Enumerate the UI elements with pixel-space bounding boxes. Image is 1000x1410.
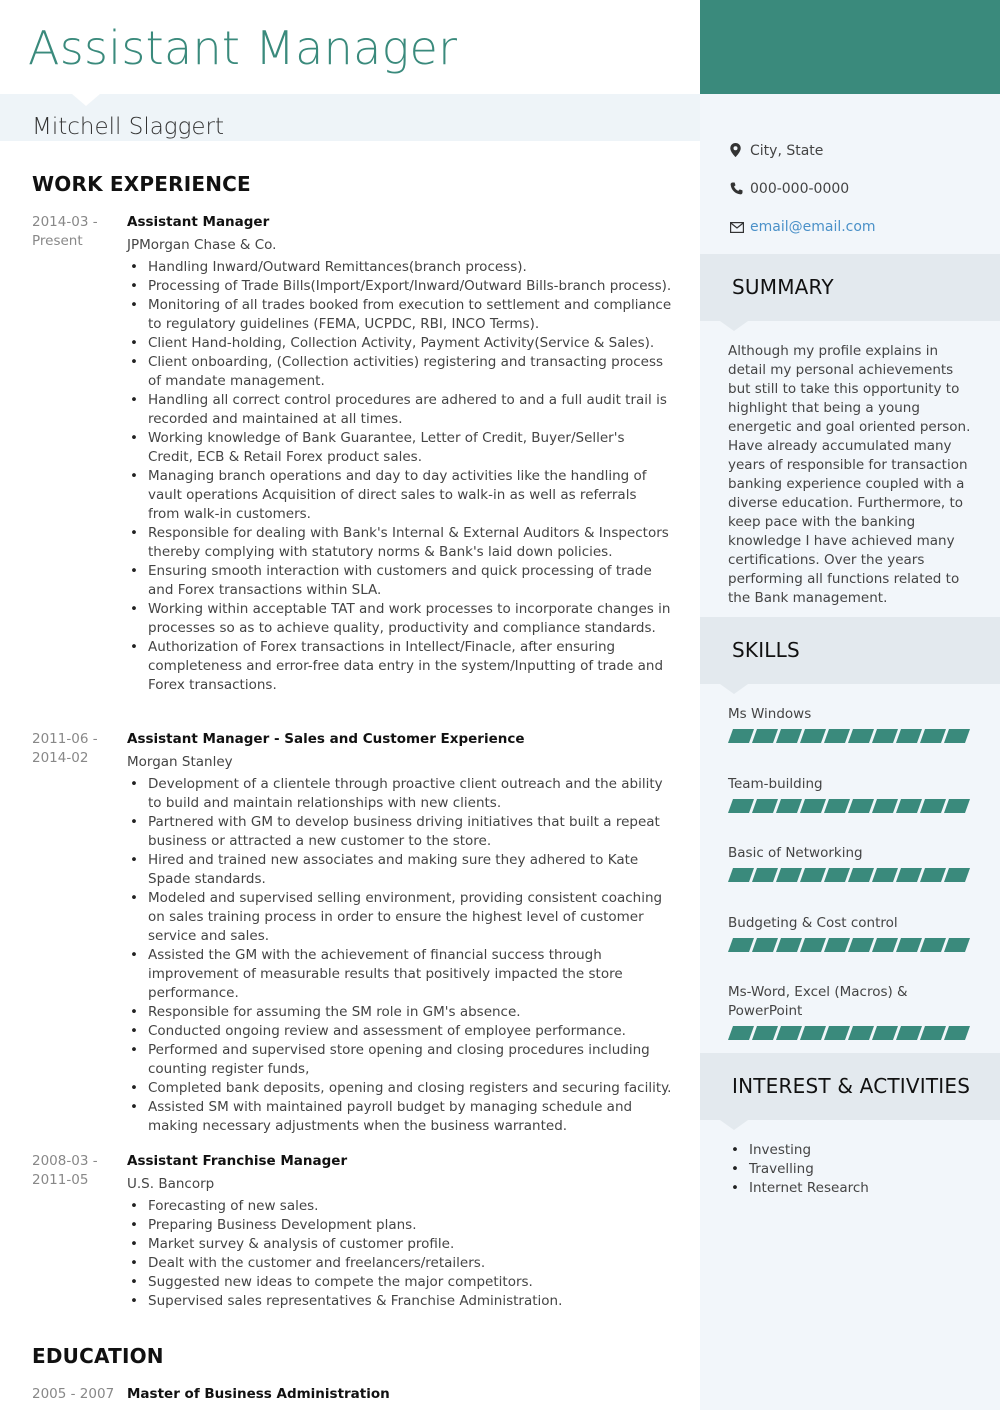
skill-level-segment (920, 1026, 946, 1040)
contact-location (730, 141, 823, 163)
skills-heading: SKILLS (732, 638, 800, 662)
job-bullets (127, 1197, 672, 1311)
header-notch (720, 321, 748, 331)
job-dates: 2011-06 - 2014-02 (32, 731, 98, 766)
job-bullet: • Authorization of Forex transactions in Intellect/Finacle, after ensuring completeness and error-free data entry in the system/Inputting of trade and Forex transactions. (127, 638, 672, 695)
header-notch (720, 1120, 748, 1130)
skill-level-segment (896, 729, 922, 743)
sidebar (700, 0, 1000, 1410)
skill-item (728, 705, 973, 747)
job-bullet: • Completed bank deposits, opening and closing registers and securing facility. (127, 1079, 672, 1098)
skill-level-segment (776, 1026, 802, 1040)
job-bullet: • Working knowledge of Bank Guarantee, Letter of Credit, Buyer/Seller's Credit, ECB & Retail Forex product sales. (127, 429, 672, 467)
skill-level-bar (728, 729, 970, 743)
map-pin-icon (730, 143, 744, 163)
skill-level-segment (824, 1026, 850, 1040)
skill-level-segment (824, 799, 850, 813)
skill-item (728, 914, 973, 956)
job-bullet: • Client Hand-holding, Collection Activity, Payment Activity(Service & Sales). (127, 334, 672, 353)
job-bullet: • Hired and trained new associates and making sure they adhered to Kate Spade standards. (127, 851, 672, 889)
skill-name: Ms Windows (728, 706, 812, 722)
job-bullet: • Assisted the GM with the achievement of financial success through improvement of measurable results that positively impacted the store performance. (127, 946, 672, 1003)
skill-level-segment (800, 938, 826, 952)
summary-text: Although my profile explains in detail my personal achievements but still to take this opportunity to highlight that being a young energetic and goal oriented person. Have already accumulated many years of responsible for transaction banking experience coupled with a diverse education. Furthermore, to keep pace with the banking knowledge I have achieved many certifications. Over the years performing all functions related to the Bank management. (728, 343, 971, 606)
job-bullet: • Managing branch operations and day to day activities like the handling of vault operations Acquisition of direct sales to walk-in as well as referrals from walk-in customers. (127, 467, 672, 524)
interests-heading: INTEREST & ACTIVITIES (732, 1074, 971, 1098)
skill-level-segment (800, 799, 826, 813)
job-bullet: • Suggested new ideas to compete the major competitors. (127, 1273, 672, 1292)
location-text: City, State (750, 143, 824, 159)
interest-item: • Investing (728, 1141, 869, 1160)
header-notch (720, 684, 748, 694)
job-bullet: • Dealt with the customer and freelancers/retailers. (127, 1254, 672, 1273)
skill-level-segment (848, 1026, 874, 1040)
skill-level-segment (944, 868, 970, 882)
skill-item (728, 775, 973, 817)
skill-level-segment (896, 799, 922, 813)
job-bullet: • Partnered with GM to develop business driving initiatives that built a repeat business or attracted a new customer to the store. (127, 813, 672, 851)
skill-name: Basic of Networking (728, 845, 863, 861)
job-bullet: • Supervised sales representatives & Franchise Administration. (127, 1292, 672, 1311)
interests-header (700, 1053, 1000, 1120)
skills-header (700, 617, 1000, 684)
skill-level-segment (800, 729, 826, 743)
job-bullet: • Performed and supervised store opening and closing procedures including counting register funds, (127, 1041, 672, 1079)
job-title: Assistant Manager (127, 214, 270, 230)
skill-level-segment (872, 1026, 898, 1040)
education-degree: Master of Business Administration (127, 1386, 390, 1402)
contact-phone (730, 179, 849, 201)
skill-level-segment (752, 1026, 778, 1040)
job-company: U.S. Bancorp (127, 1176, 215, 1192)
skill-level-segment (728, 938, 754, 952)
phone-text: 000-000-0000 (750, 181, 850, 197)
skill-level-bar (728, 868, 970, 882)
skill-level-segment (776, 938, 802, 952)
skill-level-segment (920, 729, 946, 743)
skill-level-segment (752, 799, 778, 813)
skill-level-segment (872, 868, 898, 882)
skill-level-segment (896, 938, 922, 952)
resume-title: Assistant Manager (28, 21, 458, 75)
phone-icon (730, 181, 744, 201)
job-bullet: • Client onboarding, (Collection activities) registering and transacting process of mandate management. (127, 353, 672, 391)
job-title: Assistant Manager - Sales and Customer Experience (127, 731, 525, 747)
skill-level-segment (944, 1026, 970, 1040)
skill-level-segment (848, 799, 874, 813)
skill-level-segment (728, 799, 754, 813)
sidebar-accent-block (700, 0, 1000, 94)
skill-level-segment (824, 729, 850, 743)
job-dates: 2008-03 - 2011-05 (32, 1153, 98, 1188)
job-company: Morgan Stanley (127, 754, 233, 770)
job-bullet: • Modeled and supervised selling environment, providing consistent coaching on sales training process in order to ensure the highest level of customer service and sales. (127, 889, 672, 946)
skill-level-segment (800, 1026, 826, 1040)
skill-level-segment (752, 868, 778, 882)
job-dates: 2014-03 - Present (32, 214, 98, 249)
job-bullet: • Processing of Trade Bills(Import/Export/Inward/Outward Bills-branch process). (127, 277, 672, 296)
skill-level-segment (848, 938, 874, 952)
name-band-notch (72, 94, 100, 106)
skill-level-segment (944, 938, 970, 952)
skill-level-segment (920, 938, 946, 952)
email-link[interactable]: email@email.com (750, 219, 876, 235)
envelope-icon (730, 219, 744, 239)
skill-name: Ms-Word, Excel (Macros) & PowerPoint (728, 984, 908, 1019)
skill-level-segment (944, 729, 970, 743)
contact-email (730, 217, 876, 239)
job-bullet: • Assisted SM with maintained payroll budget by managing schedule and making necessary adjustments when the business warranted. (127, 1098, 672, 1136)
job-bullet: • Forecasting of new sales. (127, 1197, 672, 1216)
skill-level-segment (800, 868, 826, 882)
skill-level-segment (752, 729, 778, 743)
skill-level-segment (872, 799, 898, 813)
skill-level-segment (776, 799, 802, 813)
job-bullet: • Conducted ongoing review and assessment of employee performance. (127, 1022, 672, 1041)
job-bullet: • Preparing Business Development plans. (127, 1216, 672, 1235)
summary-header (700, 254, 1000, 321)
interests-list (728, 1141, 869, 1198)
work-experience-heading: WORK EXPERIENCE (32, 172, 251, 196)
skill-name: Budgeting & Cost control (728, 915, 898, 931)
job-bullet: • Ensuring smooth interaction with customers and quick processing of trade and Forex transactions within SLA. (127, 562, 672, 600)
interest-item: • Travelling (728, 1160, 869, 1179)
job-bullets (127, 258, 672, 695)
job-title: Assistant Franchise Manager (127, 1153, 348, 1169)
skill-level-segment (848, 729, 874, 743)
job-bullet: • Development of a clientele through proactive client outreach and the ability to build and maintain relationships with new clients. (127, 775, 672, 813)
job-bullet: • Monitoring of all trades booked from execution to settlement and compliance to regulatory guidelines (FEMA, UCPDC, RBI, INCO Terms). (127, 296, 672, 334)
skill-level-segment (728, 729, 754, 743)
skill-level-segment (872, 938, 898, 952)
job-bullet: • Working within acceptable TAT and work processes to incorporate changes in processes so as to achieve quality, productivity and compliance standards. (127, 600, 672, 638)
skill-item (728, 983, 973, 1044)
skill-level-bar (728, 938, 970, 952)
skill-level-segment (896, 1026, 922, 1040)
skill-item (728, 844, 973, 886)
skill-level-segment (920, 799, 946, 813)
summary-heading: SUMMARY (732, 275, 834, 299)
skill-level-segment (896, 868, 922, 882)
skill-level-segment (728, 868, 754, 882)
skill-level-segment (776, 868, 802, 882)
skill-level-segment (872, 729, 898, 743)
interest-item: • Internet Research (728, 1179, 869, 1198)
skill-level-segment (944, 799, 970, 813)
job-bullet: • Market survey & analysis of customer profile. (127, 1235, 672, 1254)
skill-level-segment (848, 868, 874, 882)
skill-level-segment (824, 868, 850, 882)
skill-level-segment (776, 729, 802, 743)
skill-level-segment (824, 938, 850, 952)
skill-name: Team-building (728, 776, 823, 792)
skill-level-bar (728, 1026, 970, 1040)
job-company: JPMorgan Chase & Co. (127, 237, 277, 253)
candidate-name: Mitchell Slaggert (32, 114, 225, 140)
job-bullets (127, 775, 672, 1136)
job-bullet: • Responsible for dealing with Bank's Internal & External Auditors & Inspectors thereby complying with statutory norms & Bank's laid down policies. (127, 524, 672, 562)
skill-level-bar (728, 799, 970, 813)
skill-level-segment (728, 1026, 754, 1040)
education-dates: 2005 - 2007 (32, 1386, 115, 1402)
skill-level-segment (920, 868, 946, 882)
skill-level-segment (752, 938, 778, 952)
job-bullet: • Handling Inward/Outward Remittances(branch process). (127, 258, 672, 277)
education-heading: EDUCATION (32, 1344, 164, 1368)
job-bullet: • Handling all correct control procedures are adhered to and a full audit trail is recorded and maintained at all times. (127, 391, 672, 429)
job-bullet: • Responsible for assuming the SM role in GM's absence. (127, 1003, 672, 1022)
